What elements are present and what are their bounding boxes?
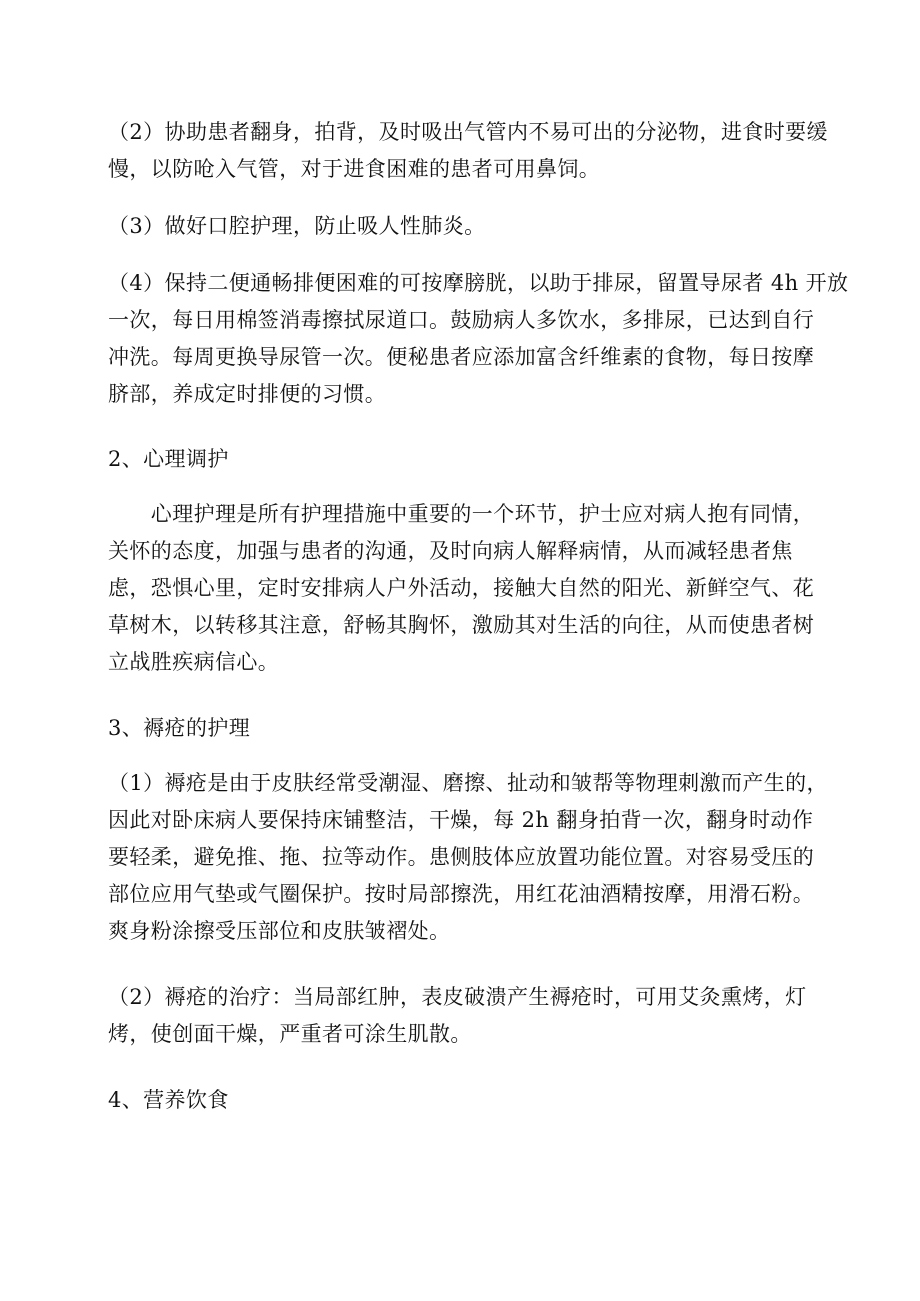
text-line: 虑，恐惧心里，定时安排病人户外活动，接触大自然的阳光、新鲜空气、花 bbox=[108, 576, 815, 600]
text-line: 冲洗。每周更换导尿管一次。便秘患者应添加富含纤维素的食物，每日按摩 bbox=[108, 345, 815, 369]
text-line: 烤，使创面干燥，严重者可涂生肌散。 bbox=[108, 1022, 472, 1046]
text-line: 要轻柔，避免推、拖、拉等动作。患侧肢体应放置功能位置。对容易受压的 bbox=[108, 845, 815, 869]
text-line: 心理护理是所有护理措施中重要的一个环节，护士应对病人抱有同情， bbox=[108, 502, 815, 526]
text-line: （1）褥疮是由于皮肤经常受潮湿、磨擦、扯动和皱帮等物理刺激而产生的， bbox=[108, 771, 828, 795]
text-line: 因此对卧床病人要保持床铺整洁，干燥，每 2h 翻身拍背一次，翻身时动作 bbox=[108, 808, 814, 832]
text-line: 草树木，以转移其注意，舒畅其胸怀，激励其对生活的向往，从而使患者树 bbox=[108, 613, 815, 637]
text-line: （2）褥疮的治疗：当局部红肿，表皮破溃产生褥疮时，可用艾灸熏烤，灯 bbox=[108, 985, 807, 1009]
paragraph-item-2 bbox=[108, 114, 828, 188]
text-line: （2）协助患者翻身，拍背，及时吸出气管内不易可出的分泌物，进食时要缓 bbox=[108, 120, 828, 144]
section-heading-nutrition: 4、营养饮食 bbox=[108, 1088, 229, 1112]
text-line: 慢，以防呛入气管，对于进食困难的患者可用鼻饲。 bbox=[108, 157, 601, 181]
section-heading-psychological-care: 2、心理调护 bbox=[108, 447, 229, 471]
text-line: 脐部，养成定时排便的习惯。 bbox=[108, 382, 387, 406]
paragraph-bedsore-prevention bbox=[108, 765, 828, 950]
section-heading-bedsore-care: 3、褥疮的护理 bbox=[108, 716, 251, 740]
text-line: 立战胜疾病信心。 bbox=[108, 650, 280, 674]
paragraph-item-4 bbox=[108, 265, 849, 413]
text-line: 一次，每日用棉签消毒擦拭尿道口。鼓励病人多饮水，多排尿，已达到自行 bbox=[108, 308, 815, 332]
text-line: 部位应用气垫或气圈保护。按时局部擦洗，用红花油酒精按摩，用滑石粉。 bbox=[108, 882, 815, 906]
text-line: （3）做好口腔护理，防止吸人性肺炎。 bbox=[108, 214, 486, 238]
text-line: （4）保持二便通畅排便困难的可按摩膀胱，以助于排尿，留置导尿者 4h 开放 bbox=[108, 271, 849, 295]
text-line: 爽身粉涂擦受压部位和皮肤皱褶处。 bbox=[108, 919, 451, 943]
text-line: 关怀的态度，加强与患者的沟通，及时向病人解释病情，从而减轻患者焦 bbox=[108, 539, 793, 563]
paragraph-psychological-care bbox=[108, 496, 828, 681]
paragraph-bedsore-treatment bbox=[108, 979, 828, 1053]
paragraph-item-3 bbox=[108, 208, 828, 245]
